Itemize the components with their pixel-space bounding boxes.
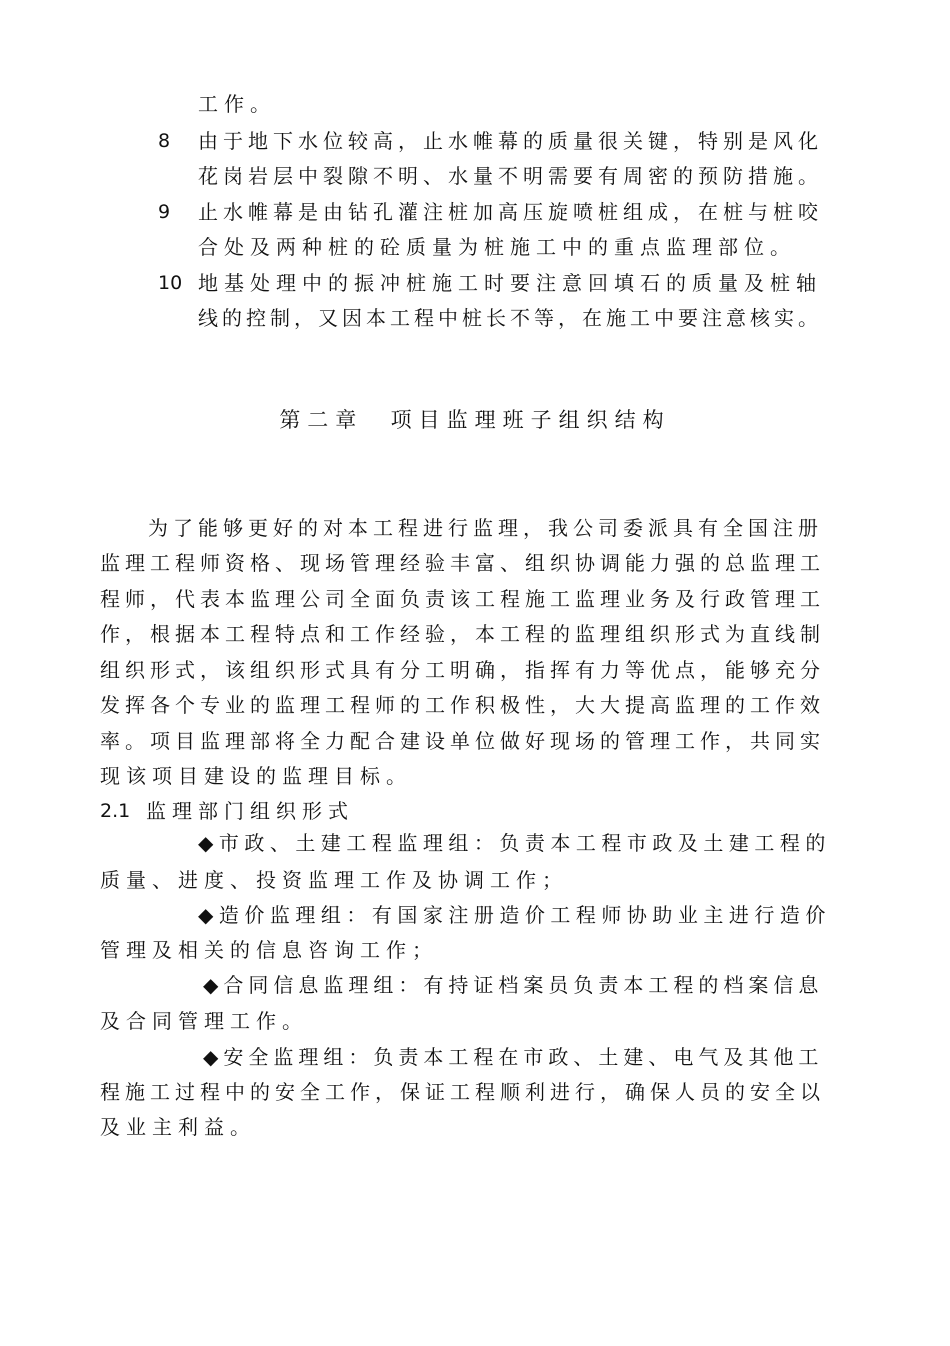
- list-item-number: 8: [158, 130, 171, 152]
- paragraph-line: 监理工程师资格、现场管理经验丰富、组织协调能力强的总监理工: [100, 551, 825, 575]
- group-line: ◆安全监理组：负责本工程在市政、土建、电气及其他工: [203, 1045, 824, 1069]
- paragraph-line: 为了能够更好的对本工程进行监理，我公司委派具有全国注册: [148, 516, 823, 540]
- group-line: 及合同管理工作。: [100, 1009, 308, 1033]
- paragraph-line: 现该项目建设的监理目标。: [100, 764, 412, 788]
- paragraph-line: 程师，代表本监理公司全面负责该工程施工监理业务及行政管理工: [100, 587, 825, 611]
- paragraph-line: 作，根据本工程特点和工作经验，本工程的监理组织形式为直线制: [100, 622, 825, 646]
- list-continued-text: 工作。: [198, 92, 276, 116]
- paragraph-line: 发挥各个专业的监理工程师的工作积极性，大大提高监理的工作效: [100, 693, 825, 717]
- group-line: 质量、进度、投资监理工作及协调工作；: [100, 868, 568, 892]
- list-item-text: 地基处理中的振冲桩施工时要注意回填石的质量及桩轴: [198, 271, 822, 295]
- section-number: 2.1: [100, 800, 131, 822]
- chapter-title: 第二章 项目监理班子组织结构: [279, 408, 671, 432]
- group-line: ◆市政、土建工程监理组：负责本工程市政及土建工程的: [198, 831, 831, 855]
- paragraph-line: 组织形式，该组织形式具有分工明确，指挥有力等优点，能够充分: [100, 658, 825, 682]
- list-item-text: 线的控制，又因本工程中桩长不等，在施工中要注意核实。: [198, 306, 822, 330]
- list-item-number: 9: [158, 201, 171, 223]
- group-line: 程施工过程中的安全工作，保证工程顺利进行，确保人员的安全以: [100, 1080, 825, 1104]
- group-line: 管理及相关的信息咨询工作；: [100, 938, 438, 962]
- group-line: ◆造价监理组：有国家注册造价工程师协助业主进行造价: [198, 903, 831, 927]
- section-title: 监理部门组织形式: [146, 799, 354, 823]
- list-item-text: 由于地下水位较高，止水帷幕的质量很关键，特别是风化: [198, 129, 823, 153]
- group-line: 及业主利益。: [100, 1115, 256, 1139]
- paragraph-line: 率。项目监理部将全力配合建设单位做好现场的管理工作，共同实: [100, 729, 825, 753]
- list-item-number: 10: [158, 272, 183, 294]
- list-item-text: 合处及两种桩的砼质量为桩施工中的重点监理部位。: [198, 235, 796, 259]
- list-item-text: 止水帷幕是由钻孔灌注桩加高压旋喷桩组成，在桩与桩咬: [198, 200, 823, 224]
- group-line: ◆合同信息监理组：有持证档案员负责本工程的档案信息: [203, 973, 824, 997]
- list-item-text: 花岗岩层中裂隙不明、水量不明需要有周密的预防措施。: [198, 164, 823, 188]
